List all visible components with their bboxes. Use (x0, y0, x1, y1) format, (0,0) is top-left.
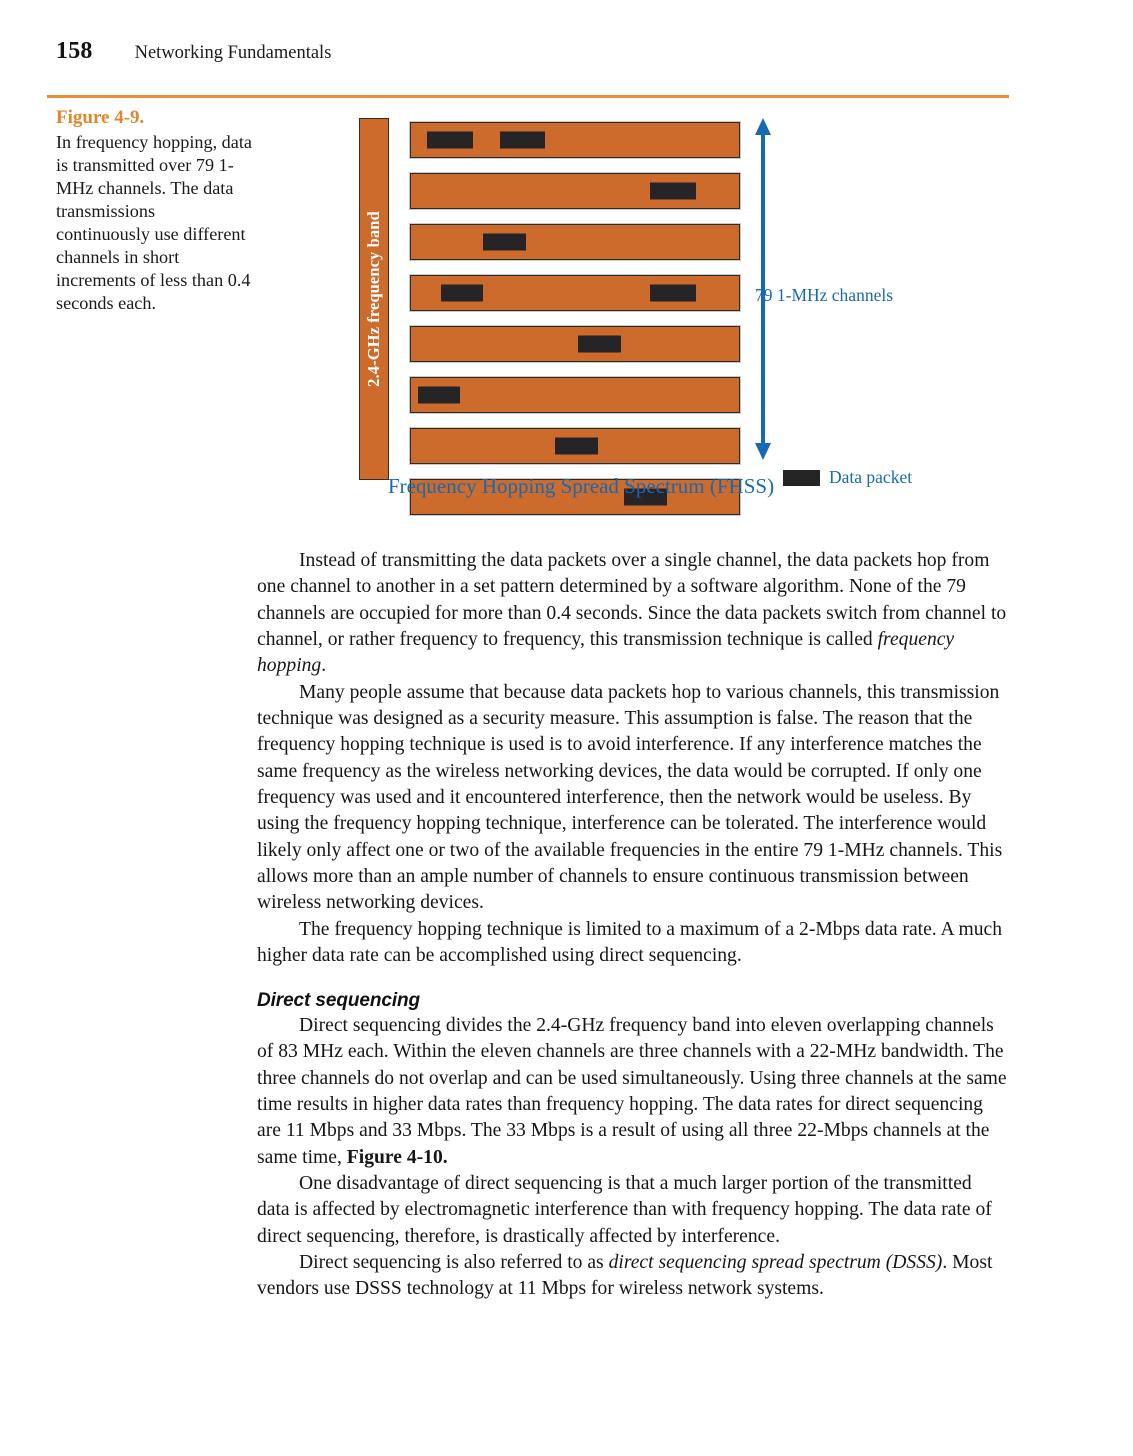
para6-emphasis: direct sequencing spread spectrum (DSSS) (608, 1252, 943, 1274)
data-packet (650, 183, 696, 200)
figure-caption (56, 106, 252, 315)
figure-number: Figure 4-9. (56, 107, 145, 128)
data-packet (418, 387, 461, 404)
paragraph-5: One disadvantage of direct sequencing is that a much larger portion of the transmitted data is affected by electromagnetic interference than with frequency hopping. The data rate of direct sequencing, therefore, is drastically affected by interference. (257, 1173, 992, 1247)
figure-4-10-reference: Figure 4-10. (346, 1146, 448, 1168)
paragraph-6 (257, 1250, 1009, 1303)
paragraph-3: The frequency hopping technique is limited to a maximum of a 2-Mbps data rate. A much higher data rate can be accomplished using direct sequencing. (257, 918, 1003, 967)
channel-row (410, 224, 740, 260)
channel-row (410, 377, 740, 413)
channel-stack (410, 122, 740, 478)
figure-artwork (355, 112, 955, 512)
frequency-band-label: 2.4-GHz frequency band (364, 211, 383, 387)
data-packet (500, 132, 546, 149)
channel-range-label: 79 1-MHz channels (755, 285, 894, 305)
legend-label: Data packet (829, 467, 913, 487)
data-packet (441, 285, 484, 302)
para6-lead: Direct sequencing is also referred to as (299, 1252, 609, 1274)
channel-row (410, 275, 740, 311)
para1-lead: Instead of transmitting the data packets over a single channel, the data packets hop from one channel to another in a set pattern determined by a software algorithm. None of the 79 channels are occupied for more than 0.4 seconds. Since the data packets switch from channel to channel, or rather frequency to frequency, this transmission technique is called (257, 550, 1007, 651)
running-head: Networking Fundamentals (134, 43, 332, 63)
figure-caption-text: In frequency hopping, data is transmitted over 79 1-MHz channels. The data transmissions continuously use different channels in short increments of less than 0.4 seconds each. (56, 132, 252, 314)
para1-tail: . (321, 655, 327, 677)
figure-legend (783, 467, 912, 488)
paragraph-1 (257, 548, 1009, 680)
para6-tail: . Most vendors use DSSS technology at 11 Mbps for wireless network systems. (257, 1252, 993, 1300)
data-packet (650, 285, 696, 302)
channel-row (410, 122, 740, 158)
header-rule-divider (47, 95, 1009, 98)
frequency-band-bar (359, 118, 389, 480)
data-packet-swatch-icon (783, 470, 820, 486)
page-header (56, 38, 1016, 72)
data-packet (483, 234, 526, 251)
channel-row (410, 326, 740, 362)
data-packet (578, 336, 621, 353)
page-number: 158 (56, 38, 93, 64)
paragraph-4 (257, 1013, 1009, 1171)
subheading-direct-sequencing: Direct sequencing (257, 989, 421, 1011)
body-text (257, 548, 1009, 1303)
figure-title: Frequency Hopping Spread Spectrum (FHSS) (387, 474, 775, 498)
channel-row (410, 173, 740, 209)
data-packet (427, 132, 473, 149)
channel-row (410, 428, 740, 464)
data-packet (555, 438, 598, 455)
para4-lead: Direct sequencing divides the 2.4-GHz frequency band into eleven overlapping channels of 83 MHz each. Within the eleven channels are three channels with a 22-MHz bandwidth. The three channels do not overlap and can be used simultaneously. Using three channels at the same time results in higher data rates than frequency hopping. The data rates for direct sequencing are 11 Mbps and 33 Mbps. The 33 Mbps is a result of using all three 22-Mbps channels at the same time, (257, 1015, 1007, 1168)
paragraph-2: Many people assume that because data packets hop to various channels, this transmission technique was designed as a security measure. This assumption is false. The reason that the frequency hopping technique is used is to avoid interference. If any interference matches the same frequency as the wireless networking devices, the data would be corrupted. If only one frequency was used and it encountered interference, then the network would be useless. By using the frequency hopping technique, interference can be tolerated. The interference would likely only affect one or two of the available frequencies in the entire 79 1-MHz channels. This allows more than an ample number of channels to ensure continuous transmission between wireless networking devices. (257, 681, 1003, 914)
para1-emphasis: frequency hopping (257, 629, 955, 677)
